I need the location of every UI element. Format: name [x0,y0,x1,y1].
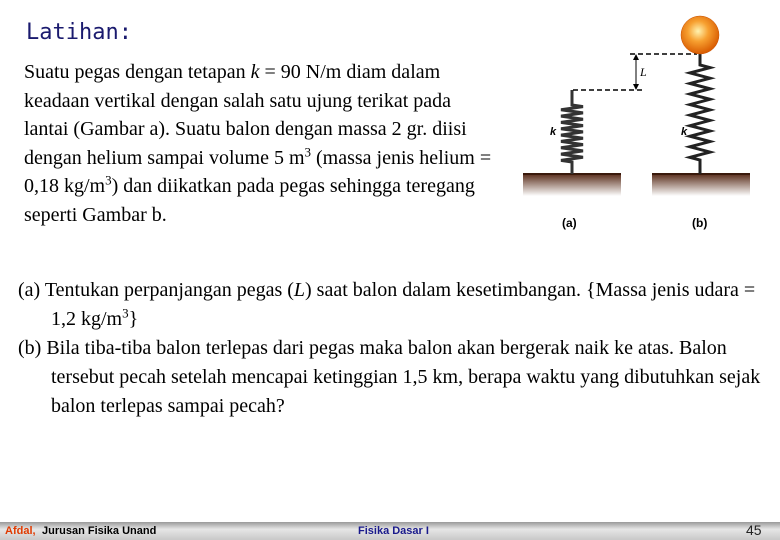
ground-a [523,174,621,196]
spring-a [561,90,583,174]
intro-text: Suatu pegas dengan tetapan [24,61,251,83]
page-number: 45 [746,522,762,538]
label-L: L [640,65,647,79]
label-a: (a) [562,216,577,230]
superscript: 3 [304,143,311,159]
superscript: 3 [122,305,129,321]
question-L: L [293,279,306,301]
intro-text: = 90 N/m diam dalam keadaan vertikal dengan salah satu ujung terikat pada lantai (Gambar a). Suatu balon dengan massa 2 gr. diisi dengan helium sampai volume 5 m [24,61,467,169]
superscript: 3 [105,172,112,188]
footer-bar [0,522,780,540]
questions [18,276,778,421]
question-text: } [128,308,139,330]
spring-figure [0,0,780,260]
question-text: (a) Tentukan perpanjangan pegas ( [18,279,294,301]
intro-k: k [250,61,260,83]
question-b: (b) Bila tiba-tiba balon terlepas dari pegas maka balon akan bergerak naik ke atas. Balon tersebut pecah setelah mencapai ketinggian 1,5 km, berapa waktu yang dibutuhkan sejak balon terlepas sampai pecah? [18,337,761,417]
footer-author: Afdal, [5,525,36,537]
ground-b [652,174,750,196]
label-k-b: k [681,126,688,138]
label-b: (b) [692,216,708,230]
label-k-a: k [550,126,557,138]
spring-b [690,54,710,174]
balloon [681,16,719,54]
intro-text: (massa jenis helium = 0,18 kg/m [24,146,492,197]
question-a [18,276,778,334]
slide-title: Latihan: [26,20,132,45]
intro-text: ) dan diikatkan pada pegas sehingga teregang seperti Gambar b. [24,175,475,226]
question-text: ) saat balon dalam kesetimbangan. {Massa jenis udara = 1,2 kg/m [51,279,756,330]
footer-course: Fisika Dasar I [358,525,429,537]
footer-dept: Jurusan Fisika Unand [42,525,157,537]
